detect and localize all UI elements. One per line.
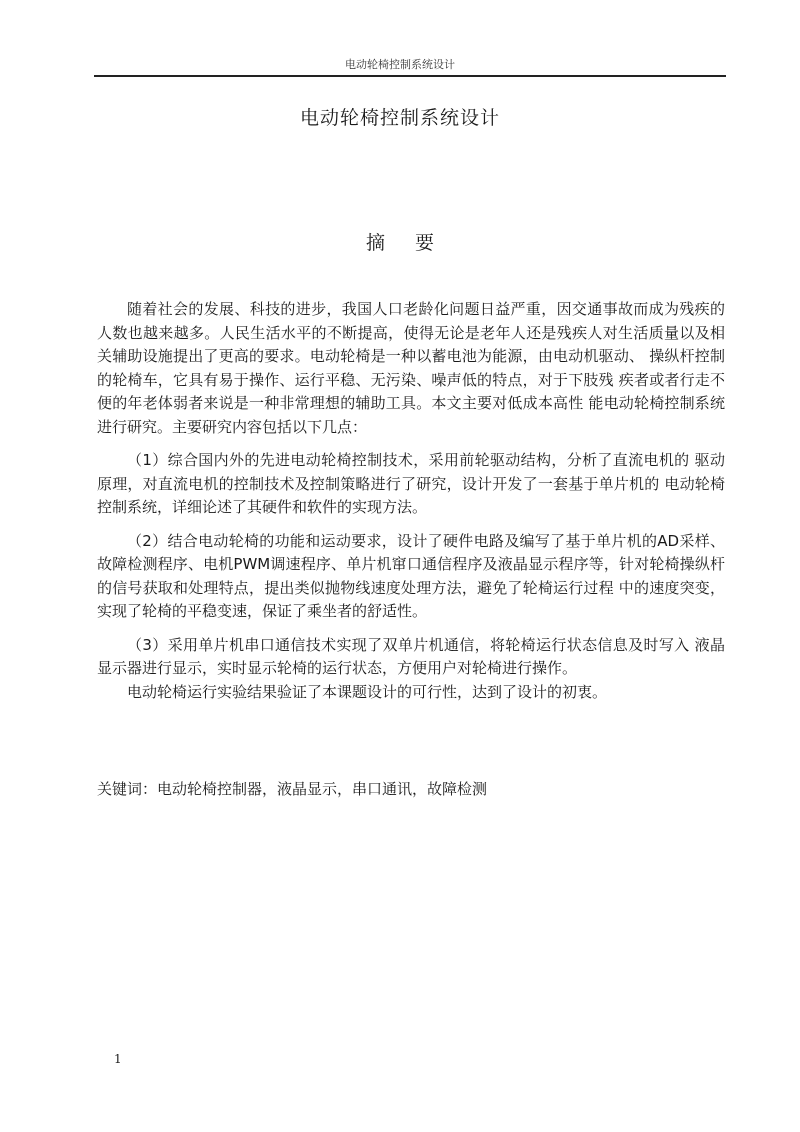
page-number: 1 [114,1052,122,1066]
abstract-paragraph-point-3: （3）采用单片机串口通信技术实现了双单片机通信，将轮椅运行状态信息及时写入 液晶显示器进行显示，实时显示轮椅的运行状态，方便用户对轮椅进行操作。 [97,635,725,677]
header-rule [94,75,726,77]
abstract-heading: 摘 要 [365,232,447,254]
abstract-paragraph-intro: 随着社会的发展、科技的进步，我国人口老龄化问题日益严重，因交通事故而成为残疾的人数也越来越多。人民生活水平的不断提高，使得无论是老年人还是残疾人对生活质量以及相关辅助设施提出了更高的要求。电动轮椅是一种以蓄电池为能源，由电动机驱动、 操纵杆控制的轮椅车，它具有易于操作、运行平稳、无污染、噪声低的特点，对于下肢残 疾者或者行走不便的年老体弱者来说是一种非常理想的辅助工具。本文主要对低成本高性 能电动轮椅控制系统进行研究。主要研究内容包括以下几点： [97,300,725,436]
abstract-paragraph-conclusion: 电动轮椅运行实验结果验证了本课题设计的可行性，达到了设计的初衷。 [127,682,608,701]
abstract-body [97,298,725,704]
running-header: 电动轮椅控制系统设计 [345,58,455,71]
abstract-paragraph-point-1: （1）综合国内外的先进电动轮椅控制技术，采用前轮驱动结构，分析了直流电机的 驱动原理，对直流电机的控制技术及控制策略进行了研究，设计开发了一套基于单片机的 电动轮椅控制系统，详细论述了其硬件和软件的实现方法。 [97,451,725,516]
keywords-line: 关键词：电动轮椅控制器，液晶显示，串口通讯，故障检测 [97,780,488,798]
abstract-paragraph-point-2: （2）结合电动轮椅的功能和运动要求，设计了硬件电路及编写了基于单片机的AD采样、故障检测程序、电机PWM调速程序、单片机窜口通信程序及液晶显示程序等，针对轮椅操纵杆的信号获取和处理特点，提出类似抛物线速度处理方法，避免了轮椅运行过程 中的速度突变，实现了轮椅的平稳变速，保证了乘坐者的舒适性。 [97,531,725,620]
document-title: 电动轮椅控制系统设计 [299,107,500,129]
